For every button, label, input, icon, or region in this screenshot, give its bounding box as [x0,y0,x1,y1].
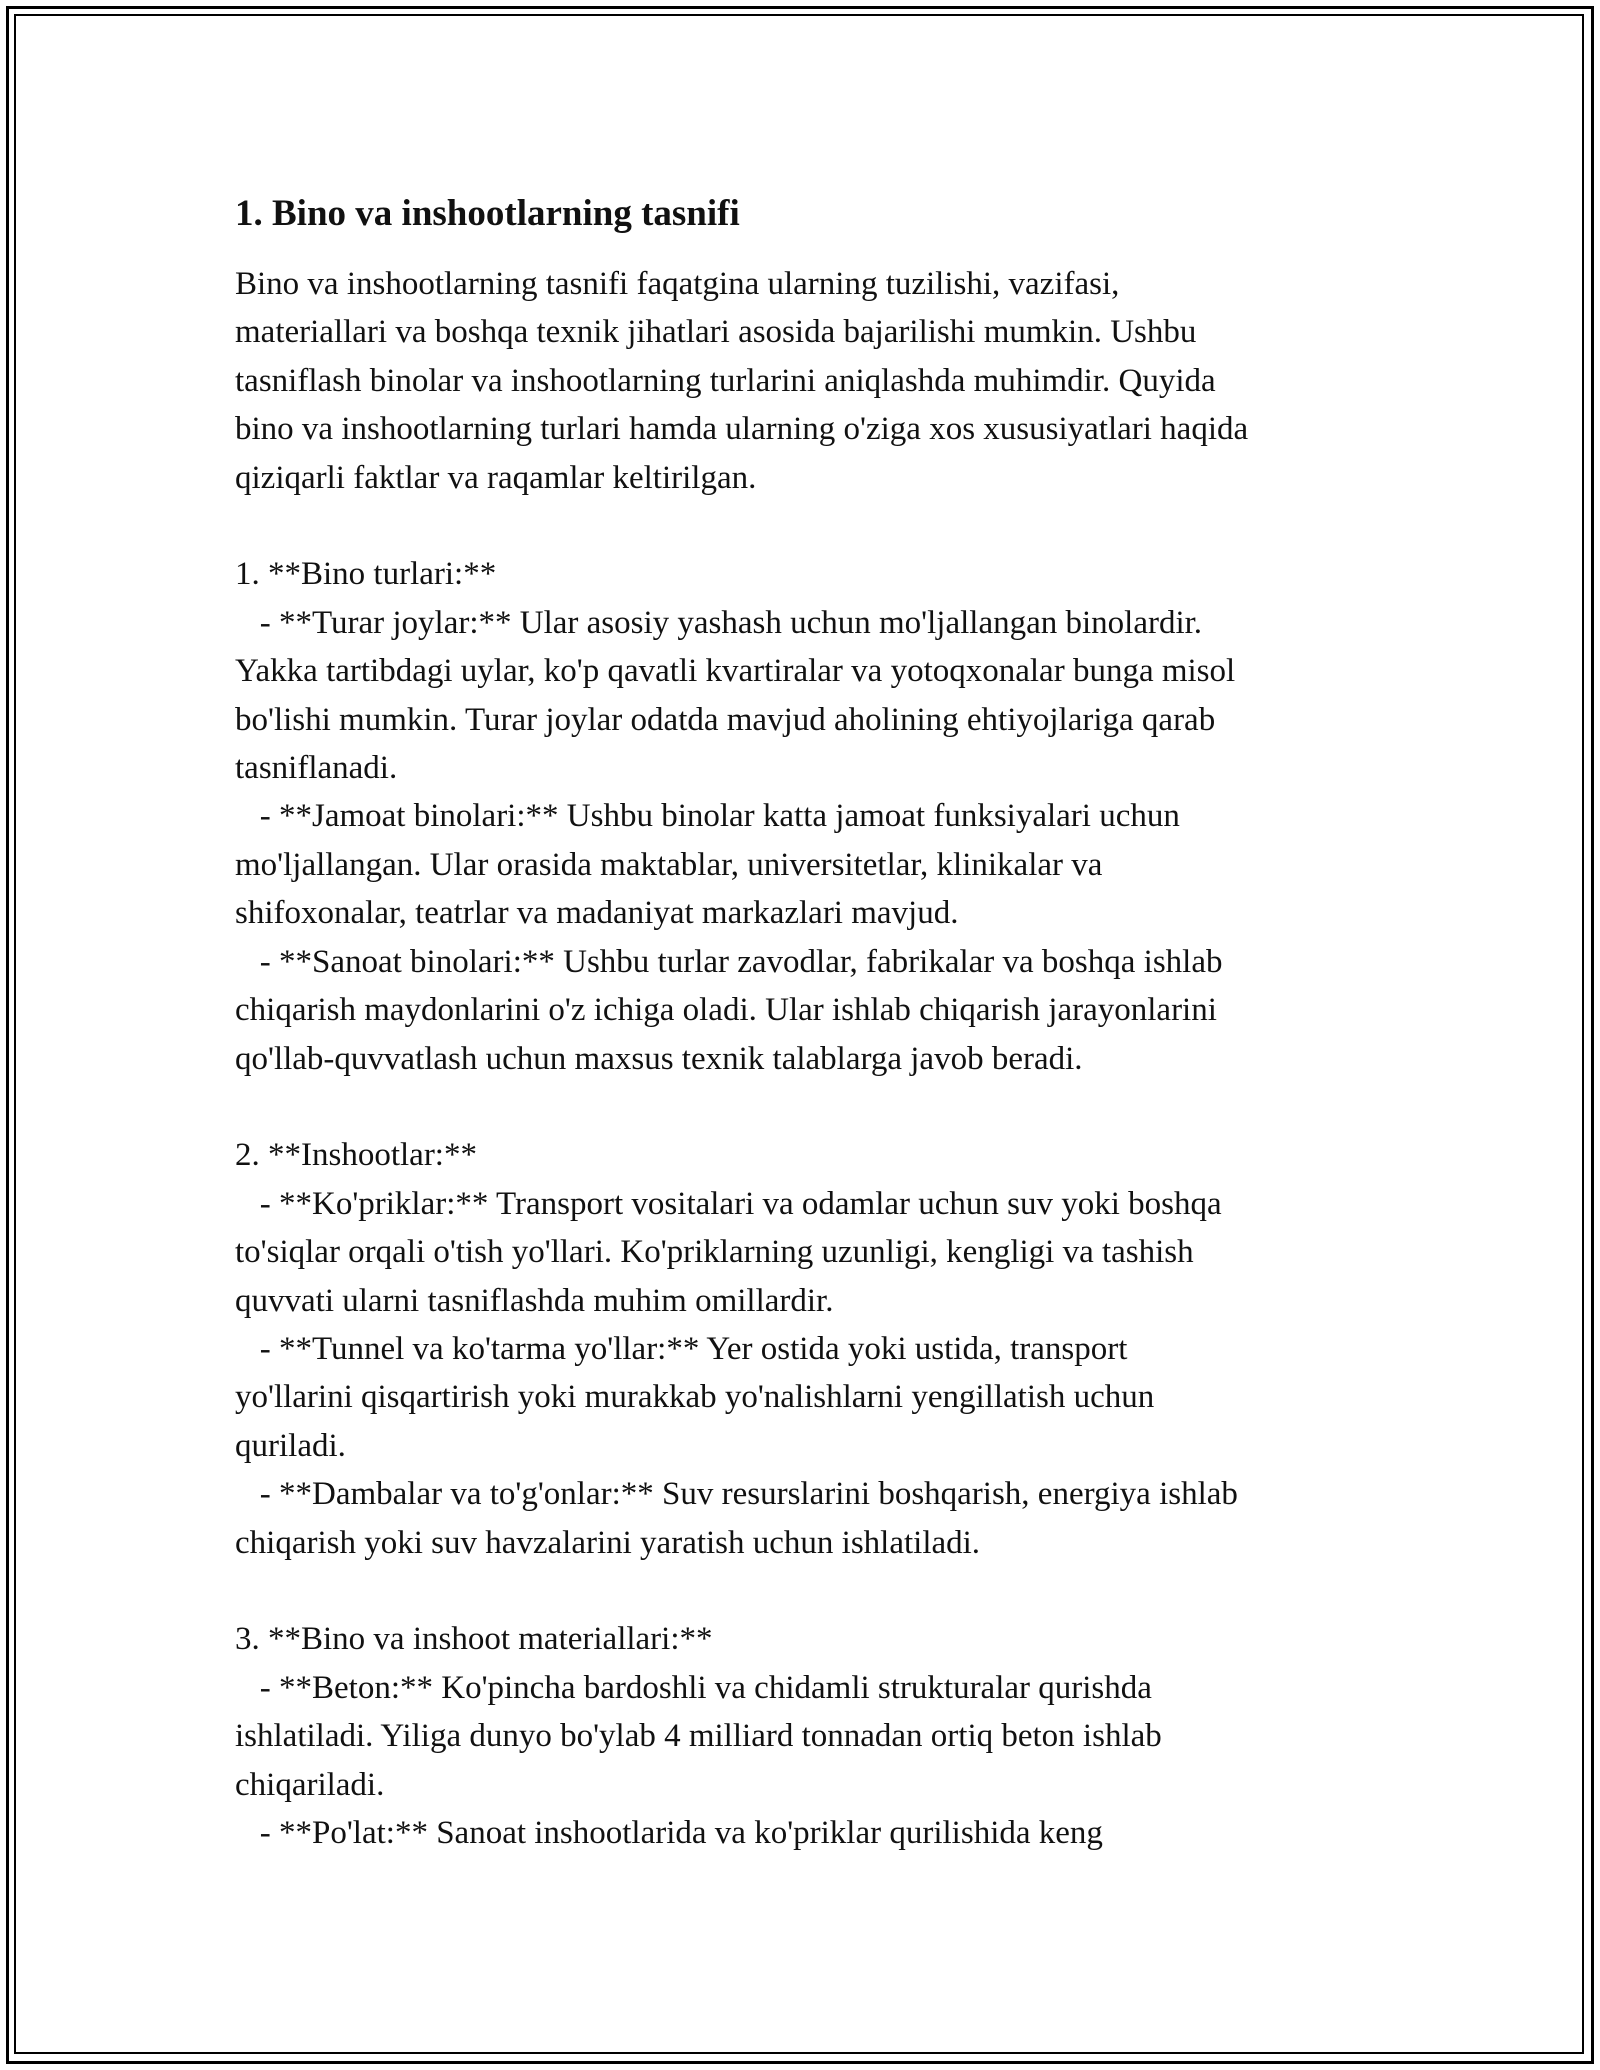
document-content [235,186,1375,1857]
document-heading: 1. Bino va inshootlarning tasnifi [235,193,740,234]
document-body: Bino va inshootlarning tasnifi faqatgina ularning tuzilishi, vazifasi, materiallari va boshqa texnik jihatlari asosida bajarilishi mumkin. Ushbu tasniflash binolar va inshootlarning turlarini aniqlashda muhimdir. Quyida bino va inshootlarning turlari hamda ularning o'ziga xos xususiyatlari haqida qiziqarli faktlar va raqamlar keltirilgan. 1. **Bino turlari:** - **Turar joylar:** Ular asosiy yashash uchun mo'ljallangan binolardir. Yakka tartibdagi uylar, ko'p qavatli kvartiralar va yotoqxonalar bunga misol bo'lishi mumkin. Turar joylar odatda mavjud aholining ehtiyojlariga qarab tasniflanadi. - **Jamoat binolari:** Ushbu binolar katta jamoat funksiyalari uchun mo'ljallangan. Ular orasida maktablar, universitetlar, klinikalar va shifoxonalar, teatrlar va madaniyat markazlari mavjud. - **Sanoat binolari:** Ushbu turlar zavodlar, fabrikalar va boshqa ishlab chiqarish maydonlarini o'z ichiga oladi. Ular ishlab chiqarish jarayonlarini qo'llab-quvvatlash uchun maxsus texnik talablarga javob beradi. 2. **Inshootlar:** - **Ko'priklar:** Transport vositalari va odamlar uchun suv yoki boshqa to'siqlar orqali o'tish yo'llari. Ko'priklarning uzunligi, kengligi va tashish quvvati ularni tasniflashda muhim omillardir. - **Tunnel va ko'tarma yo'llar:** Yer ostida yoki ustida, transport yo'llarini qisqartirish yoki murakkab yo'nalishlarni yengillatish uchun quriladi. - **Dambalar va to'g'onlar:** Suv resurslarini boshqarish, energiya ishlab chiqarish yoki suv havzalarini yaratish uchun ishlatiladi. 3. **Bino va inshoot materiallari:** - **Beton:** Ko'pincha bardoshli va chidamli strukturalar qurishda ishlatiladi. Yiliga dunyo bo'ylab 4 milliard tonnadan ortiq beton ishlab chiqariladi. - **Po'lat:** Sanoat inshootlarida va ko'priklar qurilishida keng [235,266,1249,1851]
